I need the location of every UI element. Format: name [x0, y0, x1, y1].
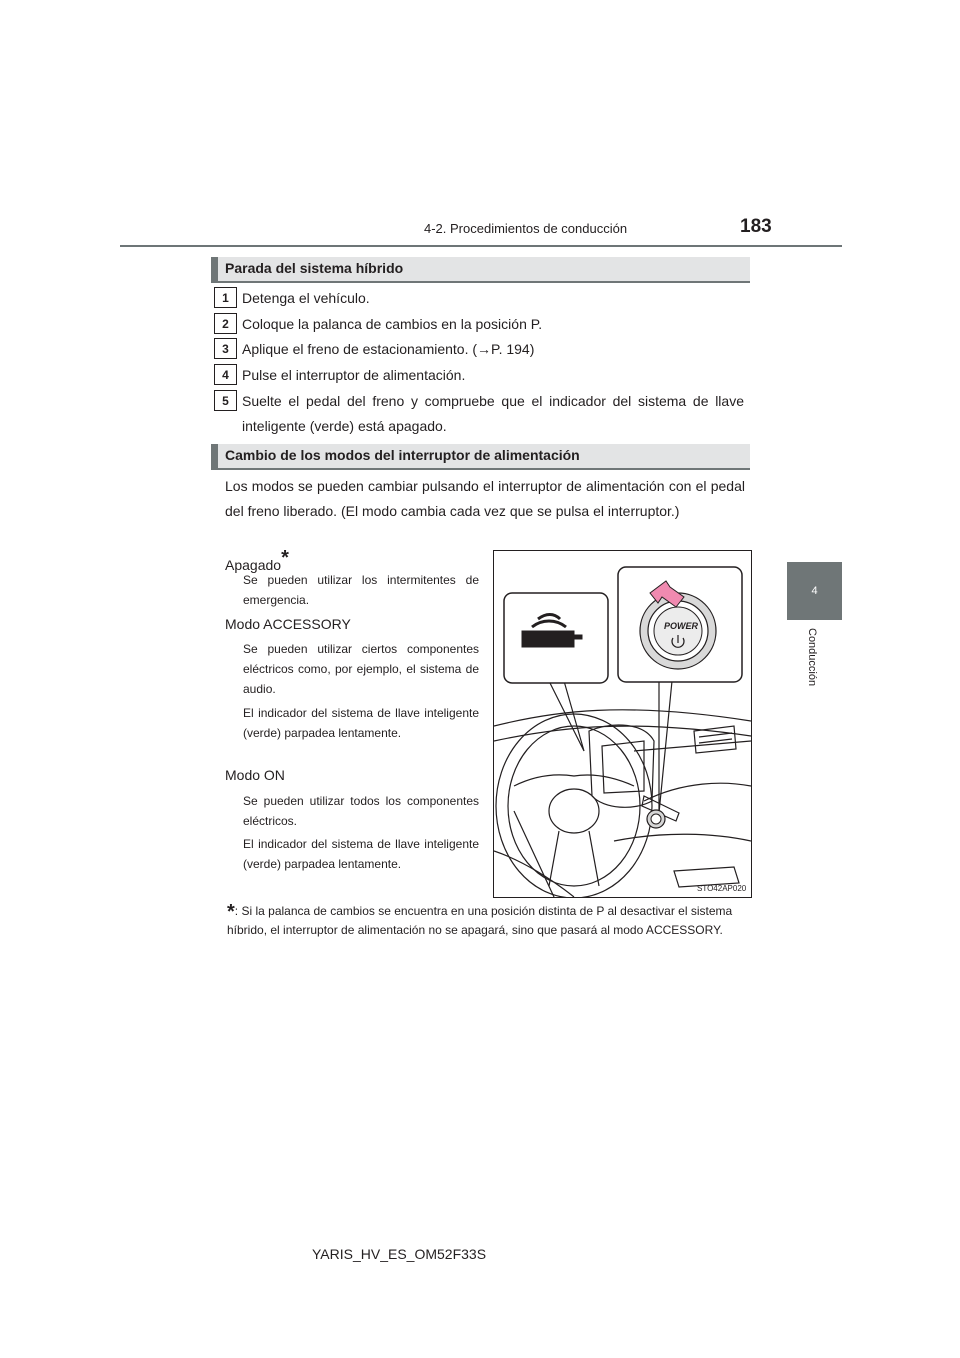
chapter-label-text: Conducción	[806, 628, 818, 687]
mode-description: Se pueden utilizar los intermitentes de emergencia.	[243, 573, 479, 607]
chapter-label	[803, 628, 823, 698]
chapter-tab[interactable]: 4	[787, 562, 842, 620]
mode-title: Modo ON	[225, 767, 285, 783]
step-text: Pulse el interruptor de alimentación.	[242, 367, 466, 383]
step-number: 1	[214, 287, 237, 308]
mode-title-text: Apagado	[225, 557, 282, 573]
header-rule	[120, 245, 842, 247]
footnote-text: : Si la palanca de cambios se encuentra en una posición distinta de P al desactivar el sistema híbrido, el interruptor de alimentación no se apagará, sino que pasará al modo ACCESSORY.	[227, 904, 733, 937]
heading-bar	[211, 444, 218, 468]
power-switch-illustration	[493, 550, 752, 898]
illustration-code: STO42AP020	[697, 884, 747, 893]
section-heading-modes	[211, 444, 750, 470]
section-heading-text: Parada del sistema híbrido	[225, 260, 404, 276]
footnote-mark: *	[227, 901, 235, 923]
mode-title: Modo ACCESSORY	[225, 616, 351, 632]
step-number: 4	[214, 364, 237, 385]
page-number: 183	[740, 216, 772, 237]
dashboard-drawing	[494, 551, 751, 897]
power-label: POWER	[664, 621, 699, 631]
section-heading-stop	[211, 257, 750, 283]
step-text: Detenga el vehículo.	[242, 290, 370, 306]
heading-bar	[211, 257, 218, 281]
asterisk-mark: *	[281, 547, 289, 569]
footnote	[227, 902, 745, 939]
step-number: 3	[214, 338, 237, 359]
mode-description: El indicador del sistema de llave inteligente (verde) parpadea lentamente.	[243, 706, 479, 740]
mode-description: Se pueden utilizar todos los componentes eléctricos.	[243, 794, 479, 828]
section-heading-text: Cambio de los modos del interruptor de alimentación	[225, 447, 580, 463]
mode-description: Se pueden utilizar ciertos componentes eléctricos como, por ejemplo, el sistema de audio.	[243, 642, 479, 696]
intro-paragraph: Los modos se pueden cambiar pulsando el interruptor de alimentación con el pedal del freno liberado. (El modo cambia cada vez que se pulsa el interruptor.)	[225, 478, 745, 519]
section-header: 4-2. Procedimientos de conducción	[424, 221, 628, 236]
step-text: Suelte el pedal del freno y compruebe que el indicador del sistema de llave inteligente (verde) está apagado.	[242, 393, 744, 434]
mode-description: El indicador del sistema de llave inteligente (verde) parpadea lentamente.	[243, 837, 479, 871]
document-id: YARIS_HV_ES_OM52F33S	[312, 1246, 487, 1262]
step-number: 5	[214, 390, 237, 411]
step-text: Aplique el freno de estacionamiento. (→P. 194)	[242, 341, 535, 357]
step-number: 2	[214, 313, 237, 334]
step-text: Coloque la palanca de cambios en la posición P.	[242, 316, 543, 332]
